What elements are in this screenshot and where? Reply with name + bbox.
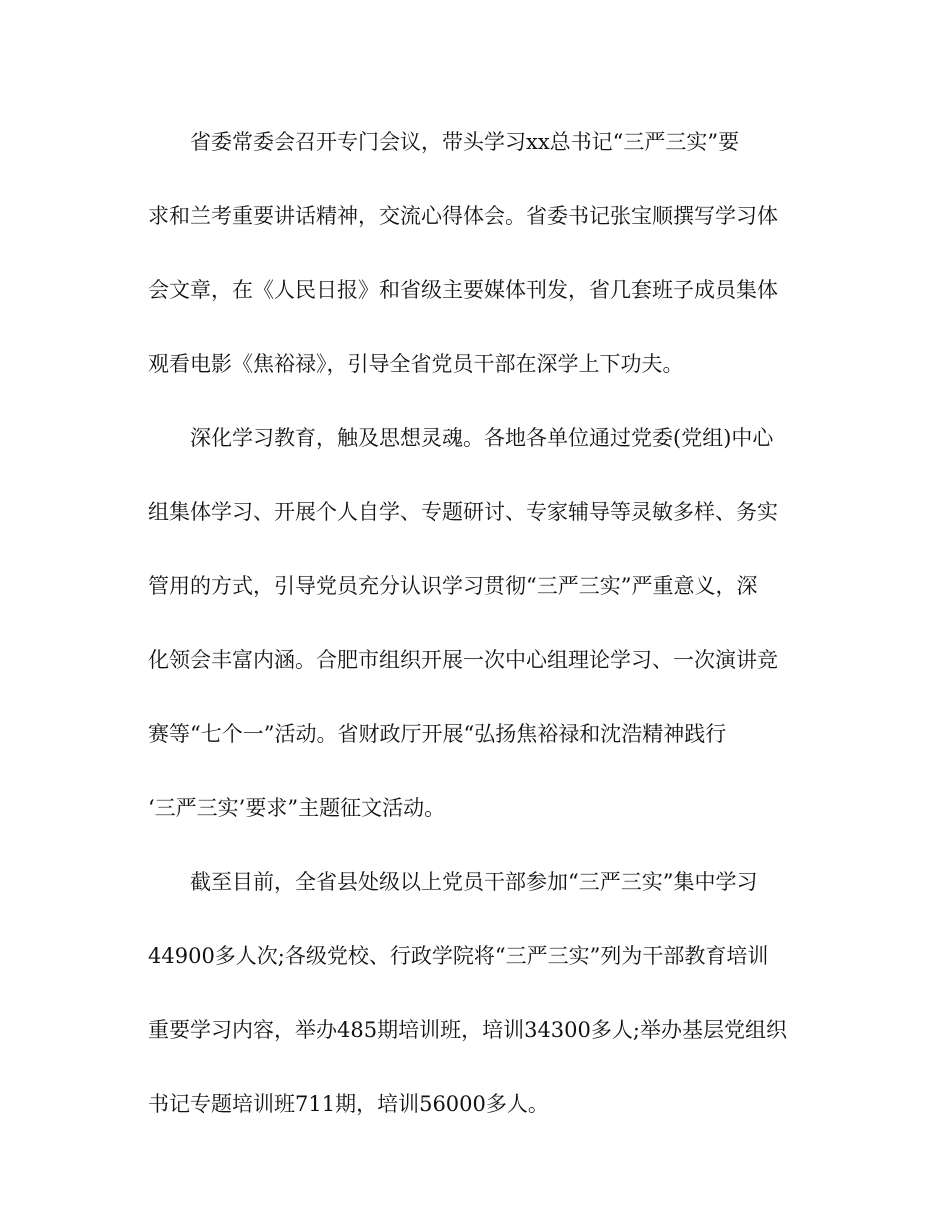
text-line: 化领会丰富内涵。合肥市组织开展一次中心组理论学习、一次演讲竞 (148, 648, 778, 672)
text-line: ‘三严三实’要求”主题征文活动。 (148, 796, 446, 820)
body-text (148, 122, 803, 1158)
text-line: 书记专题培训班711期，培训56000多人。 (148, 1092, 549, 1116)
text-line: 管用的方式，引导党员充分认识学习贯彻“三严三实”严重意义，深 (148, 574, 758, 598)
text-line: 赛等“七个一”活动。省财政厅开展“弘扬焦裕禄和沈浩精神践行 (148, 722, 727, 746)
text-line: 深化学习教育，触及思想灵魂。各地各单位通过党委(党组)中心 (190, 426, 774, 450)
text-line: 求和兰考重要讲话精神，交流心得体会。省委书记张宝顺撰写学习体 (148, 204, 778, 228)
text-line: 省委常委会召开专门会议，带头学习xx总书记“三严三实”要 (190, 130, 740, 154)
text-line: 重要学习内容，举办485期培训班，培训34300多人;举办基层党组织 (148, 1018, 787, 1042)
text-line: 44900多人次;各级党校、行政学院将“三严三实”列为干部教育培训 (148, 944, 769, 968)
text-line: 会文章，在《人民日报》和省级主要媒体刊发，省几套班子成员集体 (148, 278, 778, 302)
text-line: 组集体学习、开展个人自学、专题研讨、专家辅导等灵敏多样、务实 (148, 500, 778, 524)
text-line: 观看电影《焦裕禄》，引导全省党员干部在深学上下功夫。 (148, 352, 684, 376)
text-line: 截至目前，全省县处级以上党员干部参加“三严三实”集中学习 (190, 870, 758, 894)
